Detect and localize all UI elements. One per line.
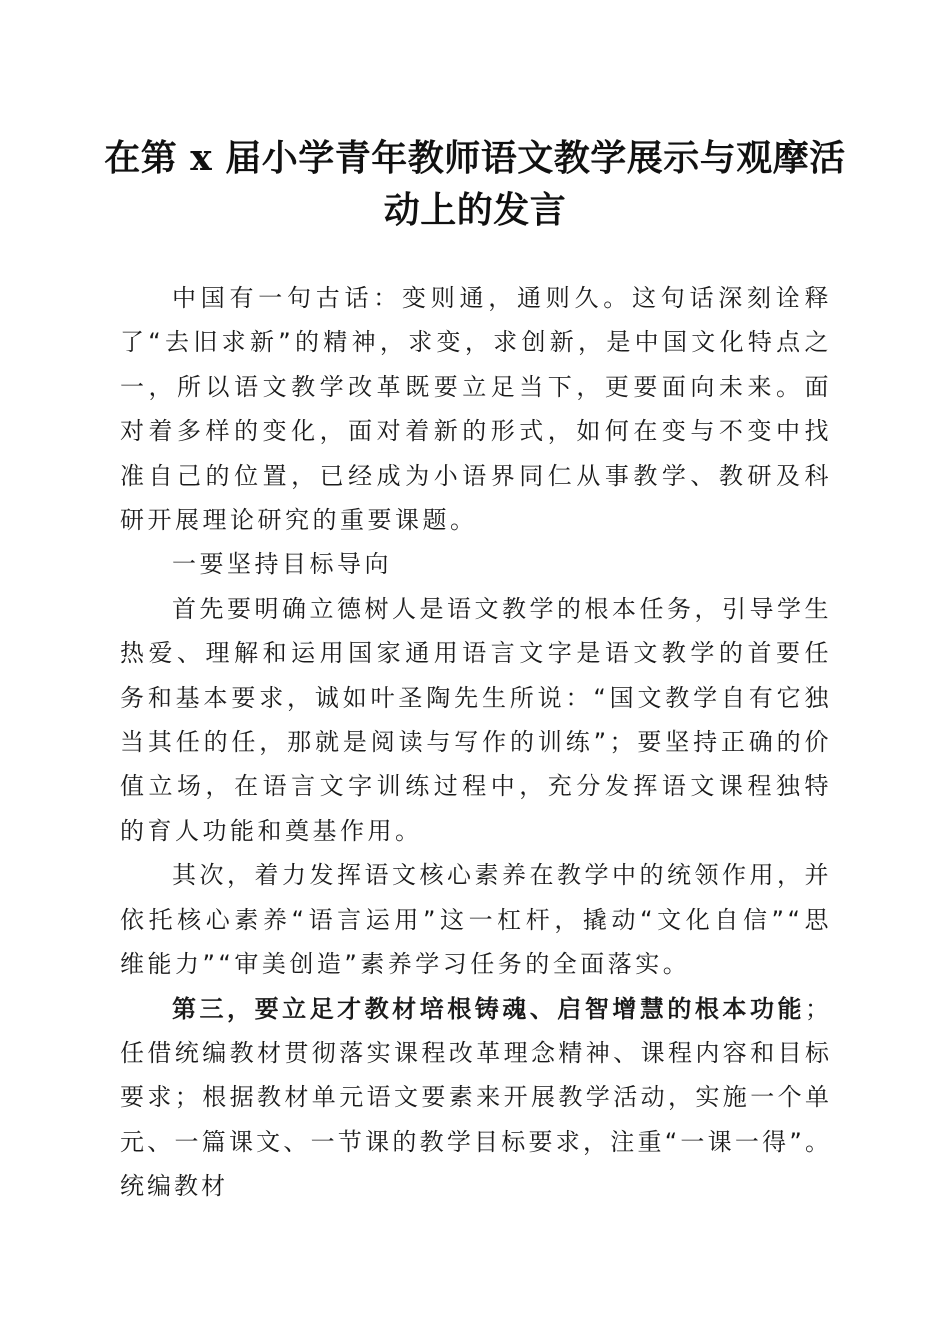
paragraph-intro: 中国有一句古话：变则通，通则久。这句话深刻诠释了“去旧求新”的精神，求变，求创新，是中国文化特点之一，所以语文教学改革既要立足当下，更要面向未来。面对着多样的变化，面对着新的形式，如何在变与不变中找准自己的位置，已经成为小语界同仁从事教学、教研及科研开展理论研究的重要课题。	[120, 284, 832, 535]
title-line-1: 在第 x 届小学青年教师语文教学展示与观摩活	[104, 137, 846, 179]
title-line-2: 动上的发言	[383, 189, 567, 231]
paragraph-third-rest: ；任借统编教材贯彻落实课程改革理念精神、课程内容和目标要求；根据教材单元语文要素来开展教学活动，实施一个单元、一篇课文、一节课的教学目标要求，注重“一课一得”。统编教材	[120, 994, 832, 1201]
paragraph-third-lead: 第三，要立足才教材培根铸魂、启智增慧的根本功能	[172, 994, 805, 1023]
paragraph-third	[120, 987, 832, 1209]
document-body	[120, 276, 832, 1209]
paragraph-second: 其次，着力发挥语文核心素养在教学中的统领作用，并依托核心素养“语言运用”这一杠杆，撬动“文化自信”“思维能力”“审美创造”素养学习任务的全面落实。	[120, 861, 832, 979]
paragraph-first: 首先要明确立德树人是语文教学的根本任务，引导学生热爱、理解和运用国家通用语言文字是语文教学的首要任务和基本要求，诚如叶圣陶先生所说：“国文教学自有它独当其任的任，那就是阅读与写作的训练”；要坚持正确的价值立场，在语言文字训练过程中，充分发挥语文课程独特的育人功能和奠基作用。	[120, 594, 832, 845]
section-heading: 一要坚持目标导向	[172, 550, 392, 579]
document-title	[100, 132, 850, 236]
